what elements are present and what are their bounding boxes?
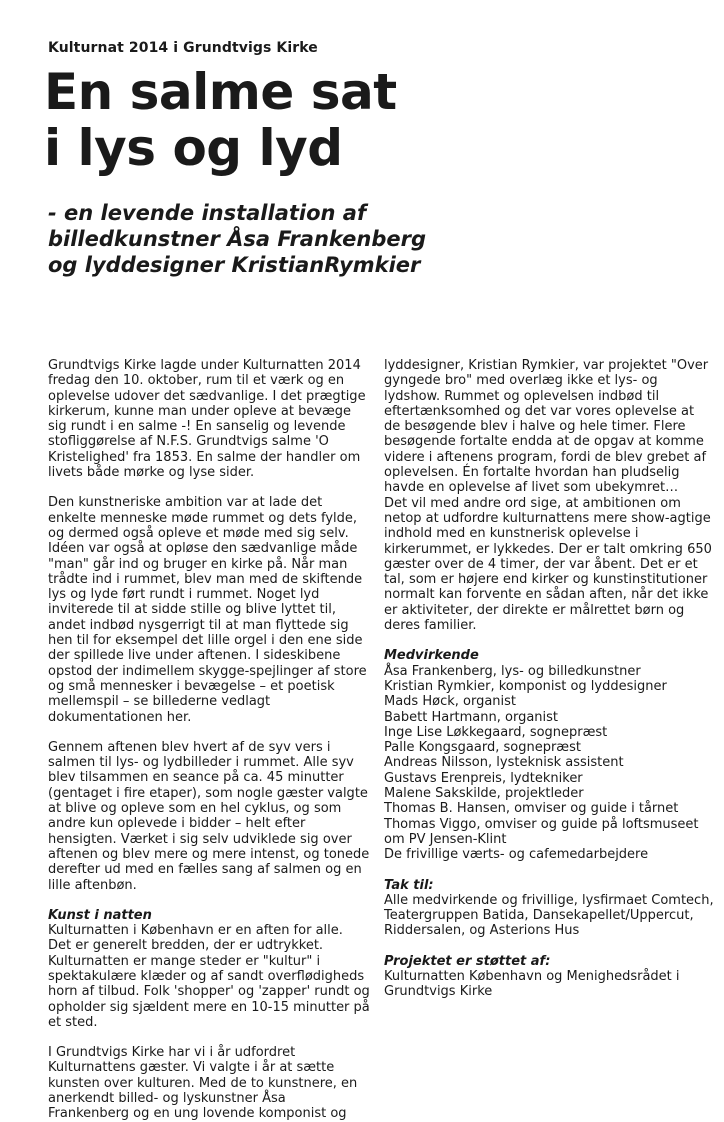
list-item: Inge Lise Løkkegaard, sognepræst — [384, 724, 608, 740]
subtitle-line-1: - en levende installation af — [48, 201, 367, 225]
list-item: Kristian Rymkier, komponist og lyddesigner — [384, 678, 667, 694]
subtitle-line-2: billedkunstner Åsa Frankenberg — [48, 227, 426, 251]
thanks-text: Alle medvirkende og frivillige, lysfirmaet Comtech, Teatergruppen Batida, Dansekapellet/Uppercut, Riddersalen, og Asterions Hus — [384, 892, 714, 939]
list-item: Gustavs Erenpreis, lydtekniker — [384, 770, 583, 786]
title-line-2: i lys og lyd — [44, 119, 343, 177]
section-heading-medvirkende: Medvirkende — [384, 648, 479, 664]
subtitle — [48, 200, 468, 278]
paragraph-challenge: I Grundtvigs Kirke har vi i år udfordret Kulturnattens gæster. Vi valgte i år at sætte kunsten over kulturen. Med de to kunstnere, en anerkendt billed- og lyskunstner Åsa Frankenberg og en ung lovende komponist og — [48, 1045, 358, 1122]
credits-list — [384, 664, 714, 863]
right-column — [384, 358, 714, 1000]
list-item: Malene Sakskilde, projektleder — [384, 786, 584, 802]
section-heading-kunst: Kunst i natten — [48, 907, 152, 923]
kicker: Kulturnat 2014 i Grundtvigs Kirke — [48, 40, 318, 56]
title-line-1: En salme sat — [44, 63, 397, 121]
paragraph-evening: Gennem aftenen blev hvert af de syv vers i salmen til lys- og lydbilleder i rummet. Alle syv blev tilsammen en seance på ca. 45 minutter (gentaget i fire etaper), som nogle gæster valgte at blive og opleve som en hel cyklus, og som andre kun oplevede i bidder – helt efter hensigten. Værket i sig selv udviklede sig over aftenen og blev mere og mere intenst, og tonede derefter ud med en fælles sang af salmen og en lille aftenbøn. — [48, 739, 370, 893]
paragraph-kulturnatten: Kulturnatten i København er en aften for alle. Det er generelt bredden, der er udtrykket. Kulturnatten er mange steder er "kultur" i spektakulære klæder og af sandt overflødigheds horn af tilbud. Folk 'shopper' og 'zapper' rundt og opholder sig sjældent mere en 10-15 minutter på et sted. — [48, 923, 370, 1030]
paragraph-intro: Grundtvigs Kirke lagde under Kulturnatten 2014 fredag den 10. oktober, rum til et værk og en oplevelse udover det sædvanlige. I det prægtige kirkerum, kunne man under opleve at bevæge sig rundt i en salme -! En sanselig og levende stofliggørelse af N.F.S. Grundtvigs salme 'O Kristelighed' fra 1853. En salme der handler om livets både mørke og lyse sider. — [48, 358, 366, 481]
page-title — [44, 64, 397, 176]
list-item: Thomas Viggo, omviser og guide på loftsmuseet om PV Jensen-Klint — [384, 816, 699, 847]
supported-by-text: Kulturnatten København og Menighedsrådet i Grundtvigs Kirke — [384, 968, 680, 1000]
list-item: Thomas B. Hansen, omviser og guide i tårnet — [384, 801, 679, 817]
list-item: Mads Høck, organist — [384, 694, 517, 710]
list-item: De frivillige værts- og cafemedarbejdere — [384, 847, 649, 863]
left-column — [48, 358, 370, 1122]
list-item: Åsa Frankenberg, lys- og billedkunstner — [384, 663, 641, 679]
paragraph-ambition: Den kunstneriske ambition var at lade det enkelte menneske møde rummet og dets fylde, og dermed også opleve et møde med sig selv. Idéen var også at opløse den sædvanlige måde "man" går ind og bruger en kirke på. Når man trådte ind i rummet, blev man med de skiftende lys og lyde ført rundt i rummet. Noget lyd inviterede til at sidde stille og blive lyttet til, andet indbød nysgerrigt til at man flyttede sig hen til for eksempel det lille orgel i den ene side der spillede live under aftenen. I sideskibene opstod der indimellem skygge-spejlinger af store og små mennesker i bevægelse – et poetisk mellemspil – se billederne vedlagt dokumentationen her. — [48, 495, 367, 725]
list-item: Andreas Nilsson, lysteknisk assistent — [384, 755, 624, 771]
section-heading-tak: Tak til: — [384, 877, 434, 893]
section-heading-stoettet: Projektet er støttet af: — [384, 953, 551, 969]
paragraph-continued: lyddesigner, Kristian Rymkier, var projektet "Over gyngede bro" med overlæg ikke et lys- og lydshow. Rummet og oplevelsen indbød til eftertænksomhed og det var vores oplevelse at de besøgende blev i halve og hele timer. Flere besøgende fortalte endda at de opgav at komme videre i aftenens program, fordi de blev grebet af oplevelsen. Én fortalte hvordan han pludselig havde en oplevelse af livet som ubekymret… — [384, 358, 709, 496]
subtitle-line-3: og lyddesigner KristianRymkier — [48, 253, 421, 277]
paragraph-outcome: Det vil med andre ord sige, at ambitionen om netop at udfordre kulturnattens mere show-agtige indhold med en kunstnerisk oplevelse i kirkerummet, er lykkedes. Der er talt omkring 650 gæster over de 4 timer, der var åbent. Det er et tal, som er højere end kirker og kunstinstitutioner normalt kan forvente en sådan aften, når det ikke er aktiviteter, der direkte er målrettet børn og deres familier. — [384, 495, 712, 634]
list-item: Palle Kongsgaard, sognepræst — [384, 740, 581, 756]
list-item: Babett Hartmann, organist — [384, 709, 559, 725]
